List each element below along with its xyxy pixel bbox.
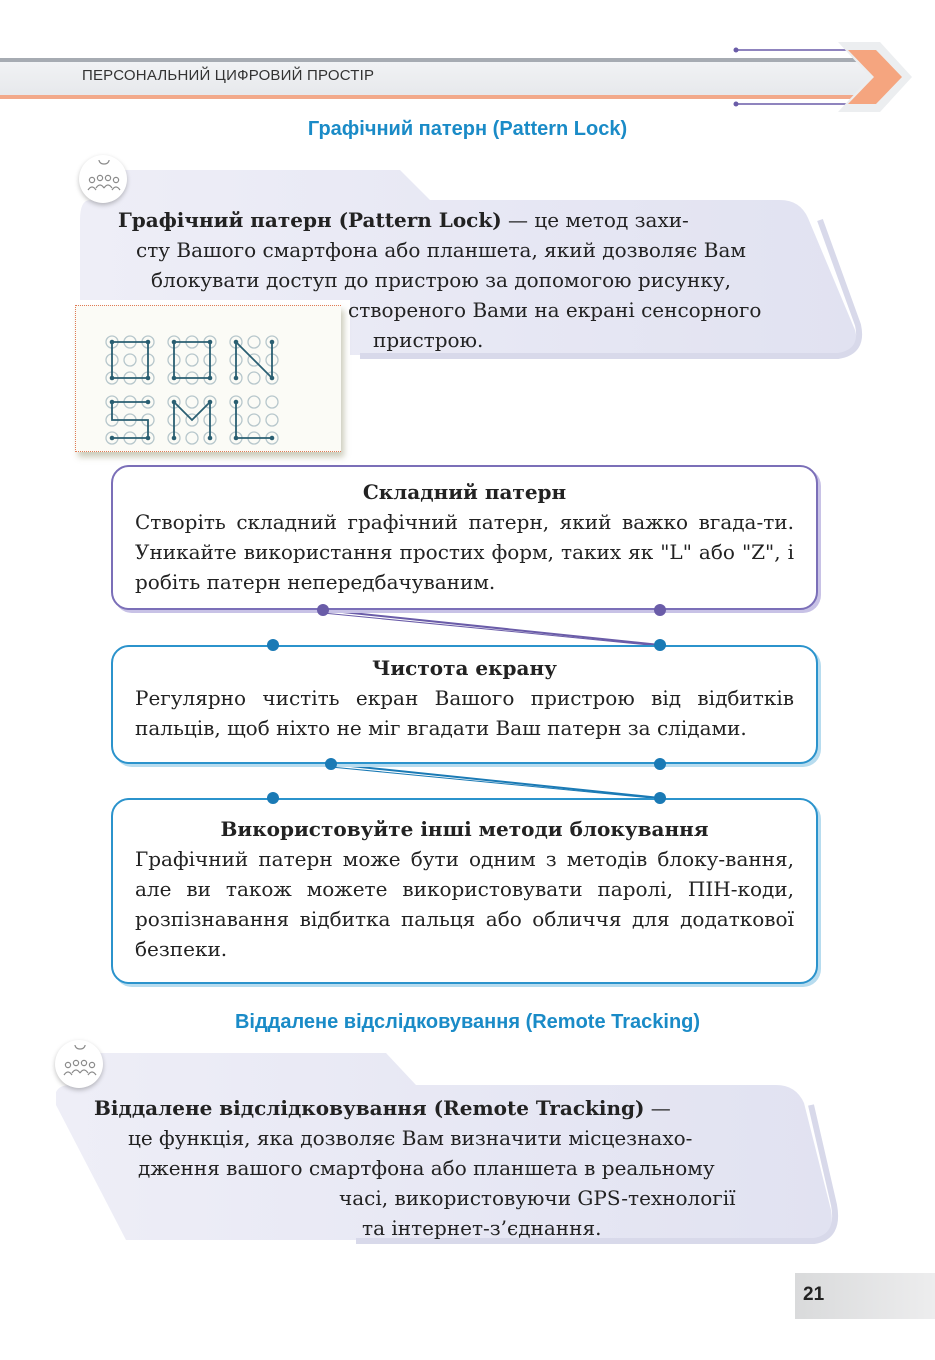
page-number: 21	[803, 1284, 825, 1305]
tip-body: Створіть складний графічний патерн, який важко вгада-ти. Уникайте використання простих форм, таких як "L" або "Z", і робіть патерн непередбачуваним.	[135, 510, 794, 594]
definition-line: часі, використовуючи GPS-технології	[339, 1186, 736, 1210]
header-title: ПЕРСОНАЛЬНИЙ ЦИФРОВИЙ ПРОСТІР	[82, 67, 375, 84]
definition-line: — це метод захи-	[501, 208, 689, 232]
section-title-remote-tracking: Віддалене відслідковування (Remote Tracking)	[234, 1011, 701, 1033]
section-title-pattern-lock: Графічний патерн (Pattern Lock)	[307, 118, 628, 140]
definition-line: блокувати доступ до пристрою за допомогою рисунку,	[151, 268, 731, 292]
definition-line: це функція, яка дозволяє Вам визначити місцезнахо-	[128, 1126, 693, 1150]
definition-line: дження вашого смартфона або планшета в реальному	[138, 1156, 715, 1180]
definition-line: —	[644, 1096, 671, 1120]
tip-body: Регулярно чистіть екран Вашого пристрою від відбитків пальців, щоб ніхто не міг вгадати Ваш патерн за слідами.	[135, 686, 794, 740]
definition-line: створеного Вами на екрані сенсорного	[348, 298, 762, 322]
definition-text-remote-tracking	[94, 1093, 814, 1243]
definition-term: Віддалене відслідковування (Remote Tracking)	[94, 1096, 645, 1120]
definition-term: Графічний патерн (Pattern Lock)	[118, 208, 502, 232]
definition-line: пристрою.	[373, 328, 484, 352]
tip-title: Використовуйте інші методи блокування	[220, 817, 709, 841]
tip-body: Графічний патерн може бути одним з методів блоку-вання, але ви також можете використовувати паролі, ПІН-коди, розпізнавання відбитка пальця або обличчя для додаткової безпеки.	[135, 847, 794, 961]
definition-line: сту Вашого смартфона або планшета, який дозволяє Вам	[136, 238, 746, 262]
group-discussion-icon	[60, 1045, 100, 1083]
tip-title: Складний патерн	[362, 480, 567, 504]
definition-line: та інтернет-з’єднання.	[362, 1216, 602, 1240]
tip-title: Чистота екрану	[372, 656, 557, 680]
